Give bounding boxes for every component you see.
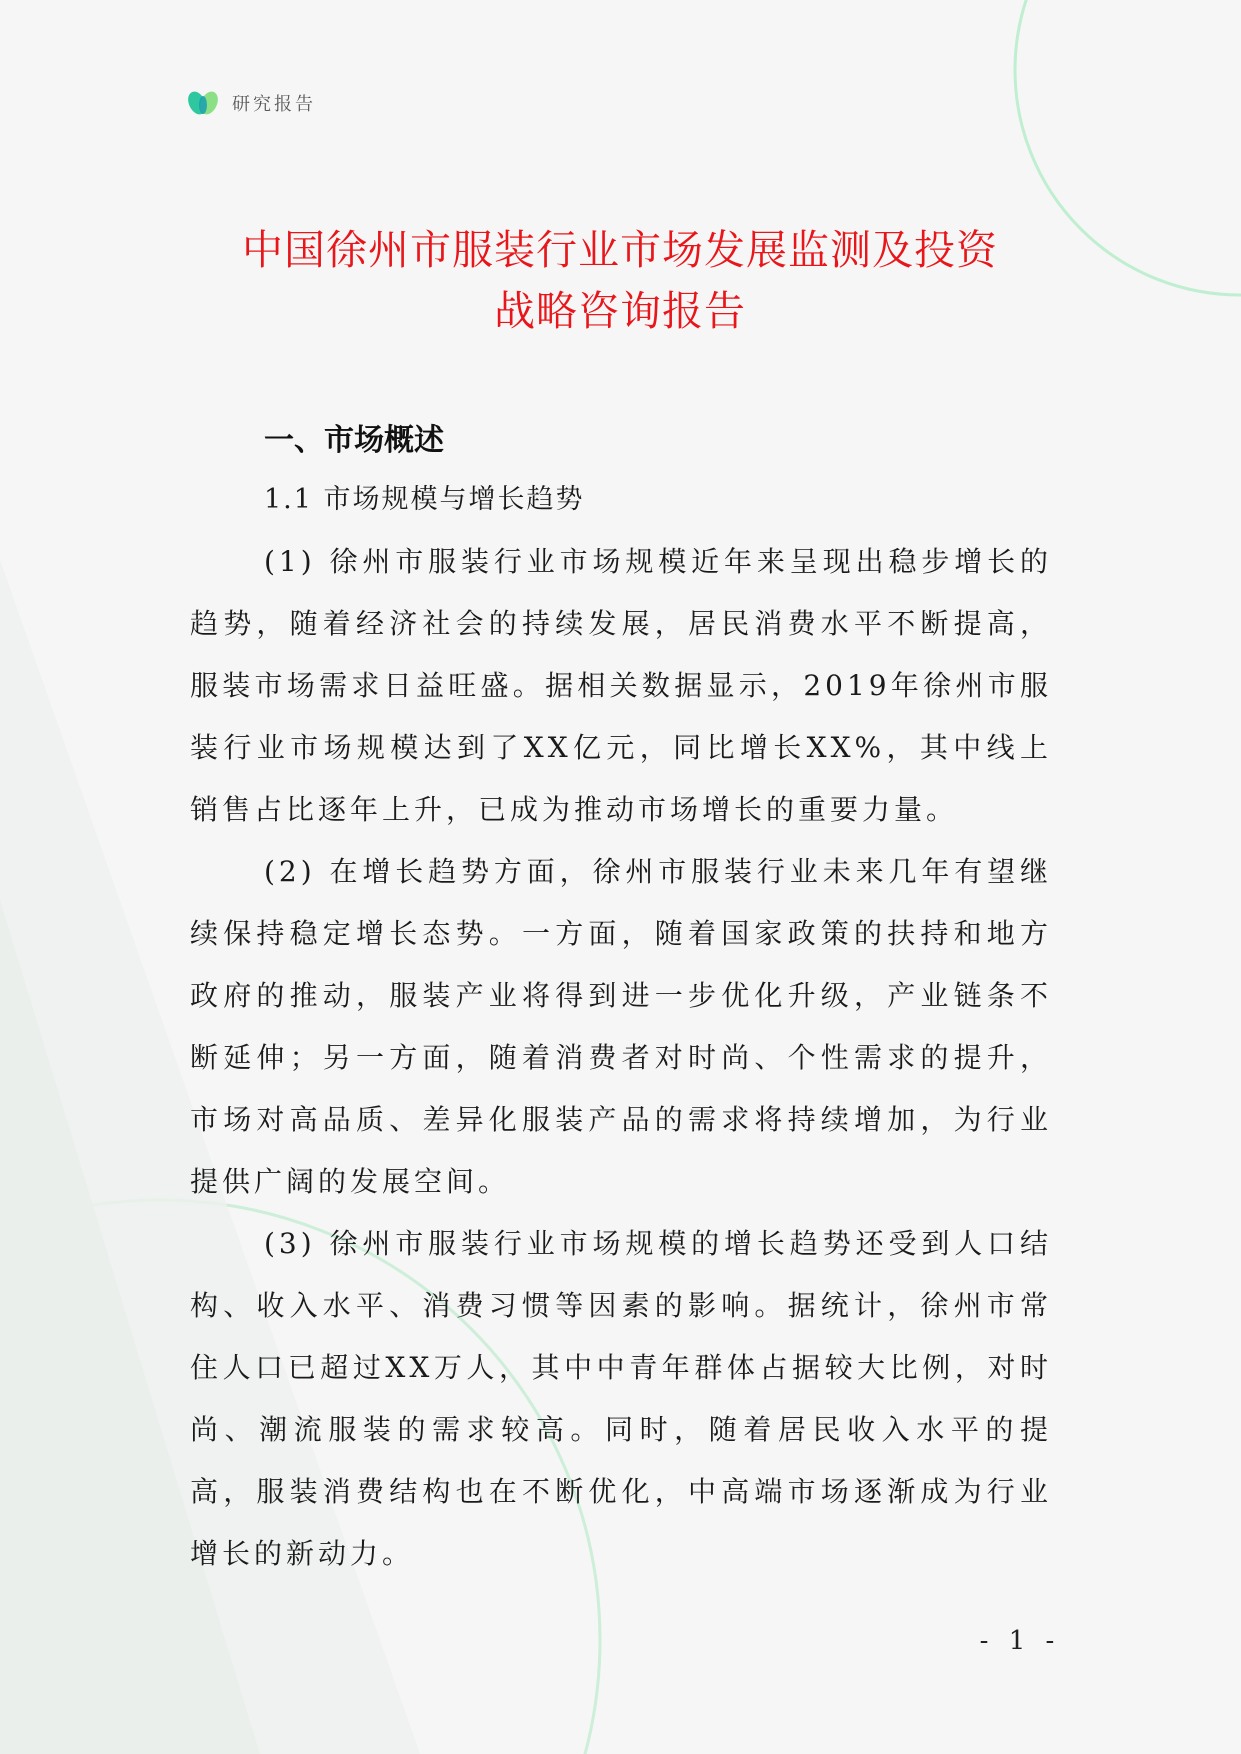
paragraph-2: (2) 在增长趋势方面，徐州市服装行业未来几年有望继续保持稳定增长态势。一方面，随着国家政策的扶持和地方政府的推动，服装产业将得到进一步优化升级，产业链条不断延伸；另一方面，随着消费者对时尚、个性需求的提升，市场对高品质、差异化服装产品的需求将持续增加，为行业提供广阔的发展空间。 [190,855,1052,1198]
report-title [150,220,1090,342]
subsection-heading: 1.1 市场规模与增长趋势 [264,484,585,515]
page-number: - 1 - [979,1626,1061,1656]
paragraph-3: (3) 徐州市服装行业市场规模的增长趋势还受到人口结构、收入水平、消费习惯等因素的影响。据统计，徐州市常住人口已超过XX万人，其中中青年群体占据较大比例，对时尚、潮流服装的需求较高。同时，随着居民收入水平的提高，服装消费结构也在不断优化，中高端市场逐渐成为行业增长的新动力。 [190,1227,1052,1570]
document-header [186,88,316,118]
report-body [190,413,1052,1585]
title-line-1: 中国徐州市服装行业市场发展监测及投资 [242,226,998,274]
section-heading: 一、市场概述 [264,423,444,458]
paragraph-1: (1) 徐州市服装行业市场规模近年来呈现出稳步增长的趋势，随着经济社会的持续发展，居民消费水平不断提高，服装市场需求日益旺盛。据相关数据显示，2019年徐州市服装行业市场规模达到了XX亿元，同比增长XX%，其中线上销售占比逐年上升，已成为推动市场增长的重要力量。 [190,545,1052,826]
leaf-logo-icon [186,88,222,118]
header-label: 研究报告 [232,94,316,115]
title-line-2: 战略咨询报告 [494,287,746,335]
